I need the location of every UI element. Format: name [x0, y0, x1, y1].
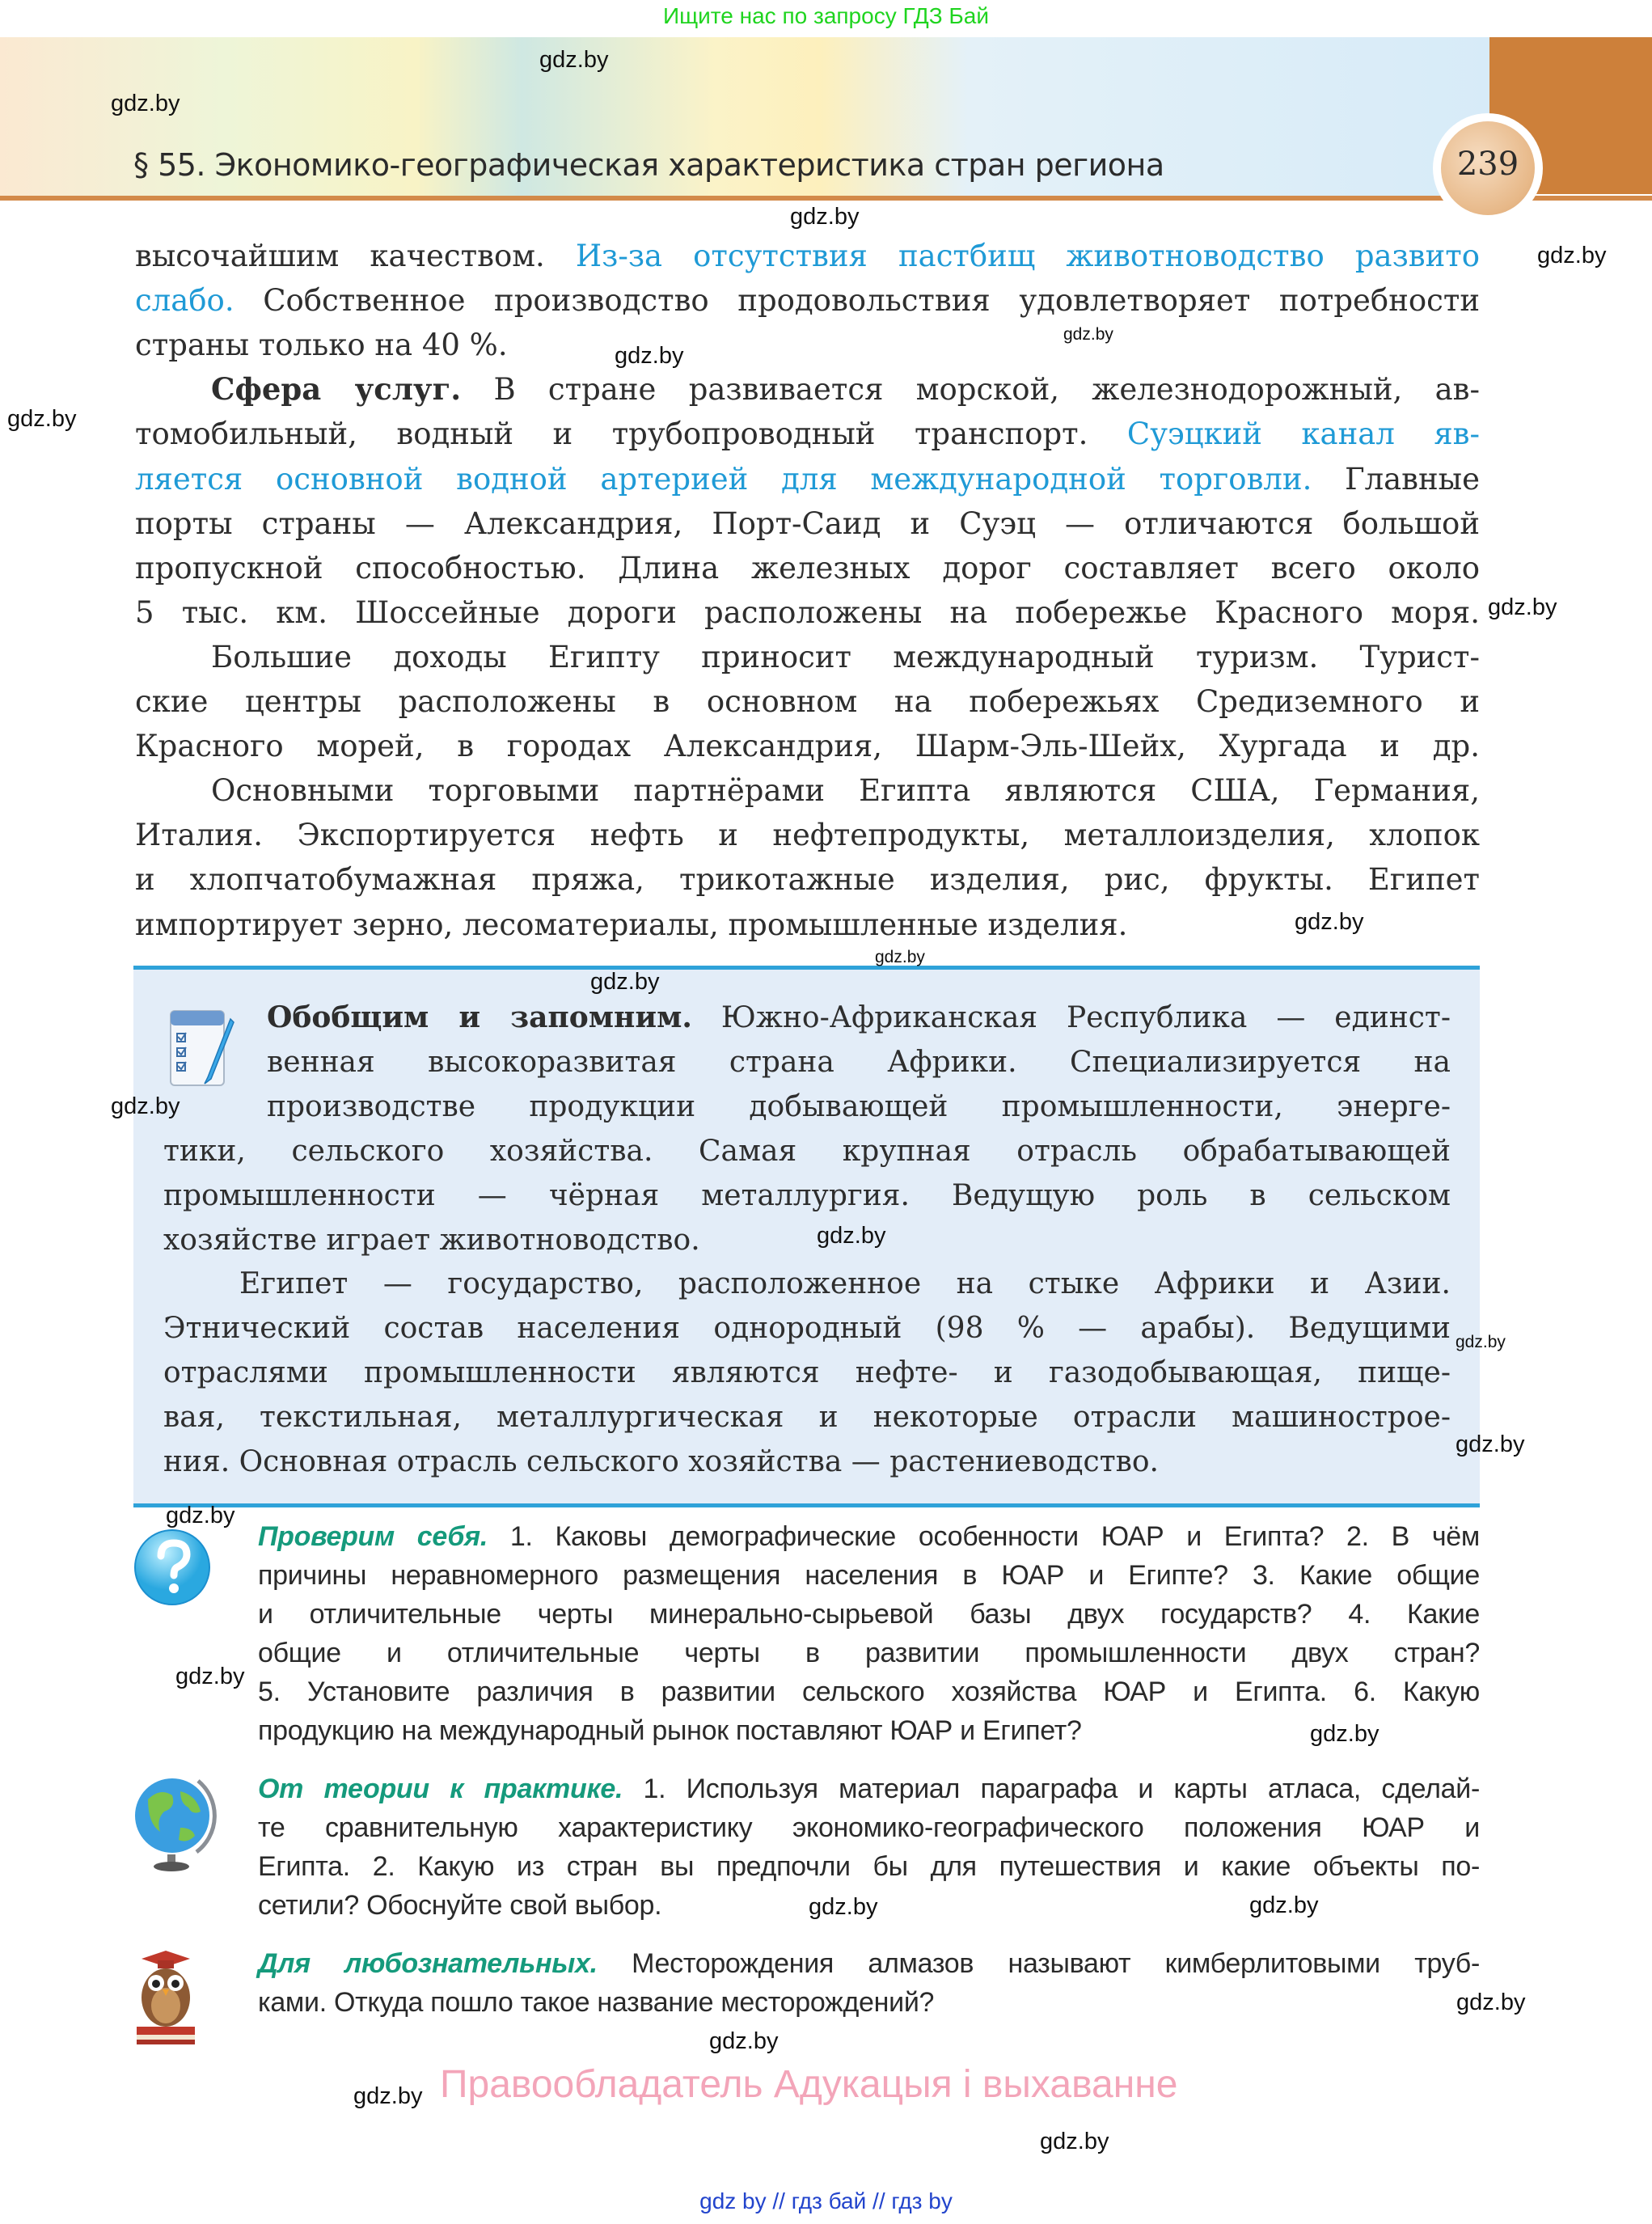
highlighted-text: слабо. [135, 283, 234, 319]
watermark-text: gdz.by [1063, 325, 1113, 344]
text-run: Главные [1312, 461, 1480, 497]
text-run: Этнический состав населения однородный (98 % — арабы). Ведущими [163, 1312, 1451, 1346]
text-line [135, 679, 1480, 724]
watermark-text: gdz.by [539, 47, 609, 73]
watermark-text: gdz.by [1040, 2129, 1109, 2154]
text-line [163, 1306, 1451, 1351]
text-run: и отличительные черты минерально-сырьевой базы двух государств? 4. Какие [258, 1598, 1480, 1630]
text-line [258, 1595, 1480, 1634]
text-line [135, 323, 1480, 367]
watermark-text: gdz.by [790, 204, 860, 230]
watermark-text: gdz.by [1310, 1721, 1379, 1747]
header-divider [0, 196, 1652, 201]
watermark-text: gdz.by [809, 1894, 878, 1920]
text-run: Египта. 2. Какую из стран вы предпочли бы для путешествия и какие объекты по- [258, 1850, 1480, 1882]
text-run: Собственное производство продовольствия удовлетворяет потребности [234, 283, 1480, 319]
text-line [258, 1983, 1480, 2022]
watermark-text: gdz.by [1295, 909, 1364, 935]
text-line [258, 1556, 1480, 1595]
watermark-text: gdz.by [1456, 1989, 1526, 2015]
footer-links[interactable]: gdz by // гдз бай // гдз by [699, 2188, 953, 2213]
text-run: 1. Используя материал параграфа и карты атласа, сделай- [623, 1774, 1481, 1804]
watermark-text: gdz.by [1456, 1333, 1506, 1351]
watermark-text: gdz.by [1456, 1431, 1525, 1457]
text-run: Основными торговыми партнёрами Египта являются США, Германия, [211, 773, 1480, 809]
text-line [258, 1944, 1480, 1983]
section-heading: Проверим себя. [258, 1521, 488, 1552]
text-line [163, 1351, 1451, 1395]
text-line [163, 1440, 1451, 1484]
section-title: § 55. Экономико-географическая характеристика стран региона [133, 147, 1164, 183]
text-run: и хлопчатобумажная пряжа, трикотажные изделия, рис, фрукты. Египет [135, 862, 1480, 898]
text-run: ния. Основная отрасль сельского хозяйства — растениеводство. [163, 1445, 1159, 1478]
text-run: ками. Откуда пошло такое название месторождений? [258, 1986, 935, 2018]
text-line [163, 1395, 1451, 1440]
watermark-text: gdz.by [175, 1664, 245, 1689]
text-line [135, 857, 1480, 902]
text-line [163, 1218, 1451, 1262]
text-run: вая, текстильная, металлургическая и некоторые отрасли машинострое- [163, 1401, 1451, 1435]
text-line [267, 1040, 1451, 1085]
owl-icon [133, 1947, 198, 2049]
text-run: пропускной способностью. Длина железных дорог составляет всего около [135, 550, 1480, 586]
watermark-text: gdz.by [111, 91, 180, 116]
text-line [267, 996, 1451, 1040]
text-line [135, 367, 1480, 412]
text-line [135, 457, 1480, 501]
text-run: Египет — государство, расположенное на стыке Африки и Азии. [239, 1267, 1451, 1301]
text-line [135, 903, 1480, 947]
text-run: общие и отличительные черты в развитии промышленности двух стран? [258, 1637, 1480, 1668]
highlighted-text: Из-за отсутствия пастбищ животноводство развито [575, 239, 1480, 273]
text-line [135, 546, 1480, 590]
text-run: В стране развивается морской, железнодорожный, ав- [461, 372, 1480, 408]
text-run: ские центры расположены в основном на побережьях Средиземного и [135, 684, 1480, 719]
text-line [135, 724, 1480, 768]
text-run: Южно-Африканская Республика — единст- [691, 1001, 1451, 1034]
notepad-checklist-icon [166, 1003, 239, 1092]
watermark-text: gdz.by [1537, 243, 1607, 268]
text-run: венная высокоразвитая страна Африки. Специализируется на [267, 1045, 1451, 1079]
text-run: тики, сельского хозяйства. Самая крупная отрасль обрабатывающей [163, 1134, 1451, 1168]
text-run: Месторождения алмазов называют кимберлитовыми труб- [597, 1948, 1480, 1979]
watermark-text: gdz.by [166, 1503, 235, 1528]
text-line [135, 813, 1480, 857]
text-run: отраслями промышленности являются нефте- и газодобывающая, пище- [163, 1356, 1451, 1390]
watermark-text: gdz.by [353, 2083, 423, 2109]
text-run: томобильный, водный и трубопроводный транспорт. [135, 416, 1127, 452]
text-run: причины неравномерного размещения населения в ЮАР и Египте? 3. Какие общие [258, 1559, 1480, 1591]
text-line [258, 1711, 1480, 1750]
text-line [163, 1262, 1451, 1306]
text-run: импортирует зерно, лесоматериалы, промышленные изделия. [135, 907, 1128, 942]
text-run: сетили? Обоснуйте свой выбор. [258, 1889, 662, 1921]
watermark-text: gdz.by [709, 2028, 779, 2054]
watermark-text: gdz.by [615, 343, 684, 369]
text-line [267, 1085, 1451, 1129]
text-line [258, 1769, 1480, 1808]
copyright-notice: Правообладатель Адукацыя і выхаванне [440, 2063, 1178, 2106]
watermark-text: gdz.by [7, 406, 77, 432]
highlighted-text: Суэцкий канал яв- [1126, 416, 1480, 452]
text-line [258, 1634, 1480, 1672]
text-run: страны только на 40 %. [135, 328, 508, 363]
text-line [258, 1517, 1480, 1556]
text-line [258, 1672, 1480, 1711]
watermark-text: gdz.by [1249, 1892, 1319, 1918]
text-line [135, 412, 1480, 456]
text-line [135, 768, 1480, 813]
text-line [135, 234, 1480, 278]
text-line [258, 1847, 1480, 1886]
page-number: 239 [1456, 146, 1519, 183]
search-hint: Ищите нас по запросу ГДЗ Бай [662, 3, 990, 28]
text-line [258, 1808, 1480, 1847]
text-line [135, 501, 1480, 546]
text-run: Красного морей, в городах Александрия, Шарм-Эль-Шейх, Хургада и др. [135, 729, 1480, 764]
question-icon [132, 1527, 213, 1608]
text-run: Италия. Экспортируется нефть и нефтепродукты, металлоизделия, хлопок [135, 818, 1480, 853]
section-heading: Обобщим и запомним. [267, 1000, 692, 1034]
text-run: производстве продукции добывающей промышленности, энерге- [267, 1089, 1451, 1123]
text-run: 1. Каковы демографические особенности ЮАР и Египта? 2. В чём [488, 1521, 1480, 1552]
text-line [135, 635, 1480, 679]
section-heading: От теории к практике. [258, 1774, 623, 1804]
globe-icon [132, 1771, 221, 1876]
text-line [135, 590, 1480, 635]
text-run: 5. Установите различия в развитии сельского хозяйства ЮАР и Египта. 6. Какую [258, 1676, 1480, 1707]
text-run: те сравнительную характеристику экономико-географического положения ЮАР и [258, 1812, 1480, 1843]
text-run: порты страны — Александрия, Порт-Саид и Суэц — отличаются большой [135, 505, 1480, 541]
section-heading: Сфера услуг. [211, 371, 462, 408]
highlighted-text: ляется основной водной артерией для международной торговли. [135, 461, 1312, 497]
text-run: Большие доходы Египту приносит международный туризм. Турист- [211, 639, 1480, 674]
text-line [163, 1173, 1451, 1218]
section-heading: Для любознательных. [258, 1948, 598, 1979]
watermark-text: gdz.by [875, 948, 925, 966]
text-line [163, 1129, 1451, 1173]
text-line [135, 278, 1480, 323]
text-run: хозяйстве играет животноводство. [163, 1223, 700, 1257]
watermark-text: gdz.by [590, 969, 660, 995]
watermark-text: gdz.by [111, 1093, 180, 1119]
text-run: высочайшим качеством. [135, 239, 576, 273]
watermark-text: gdz.by [1488, 594, 1557, 620]
watermark-text: gdz.by [817, 1223, 886, 1249]
text-run: продукцию на международный рынок поставляют ЮАР и Египет? [258, 1715, 1082, 1746]
text-run: промышленности — чёрная металлургия. Ведущую роль в сельском [163, 1178, 1451, 1212]
text-run: 5 тыс. км. Шоссейные дороги расположены на побережье Красного моря. [135, 594, 1480, 630]
